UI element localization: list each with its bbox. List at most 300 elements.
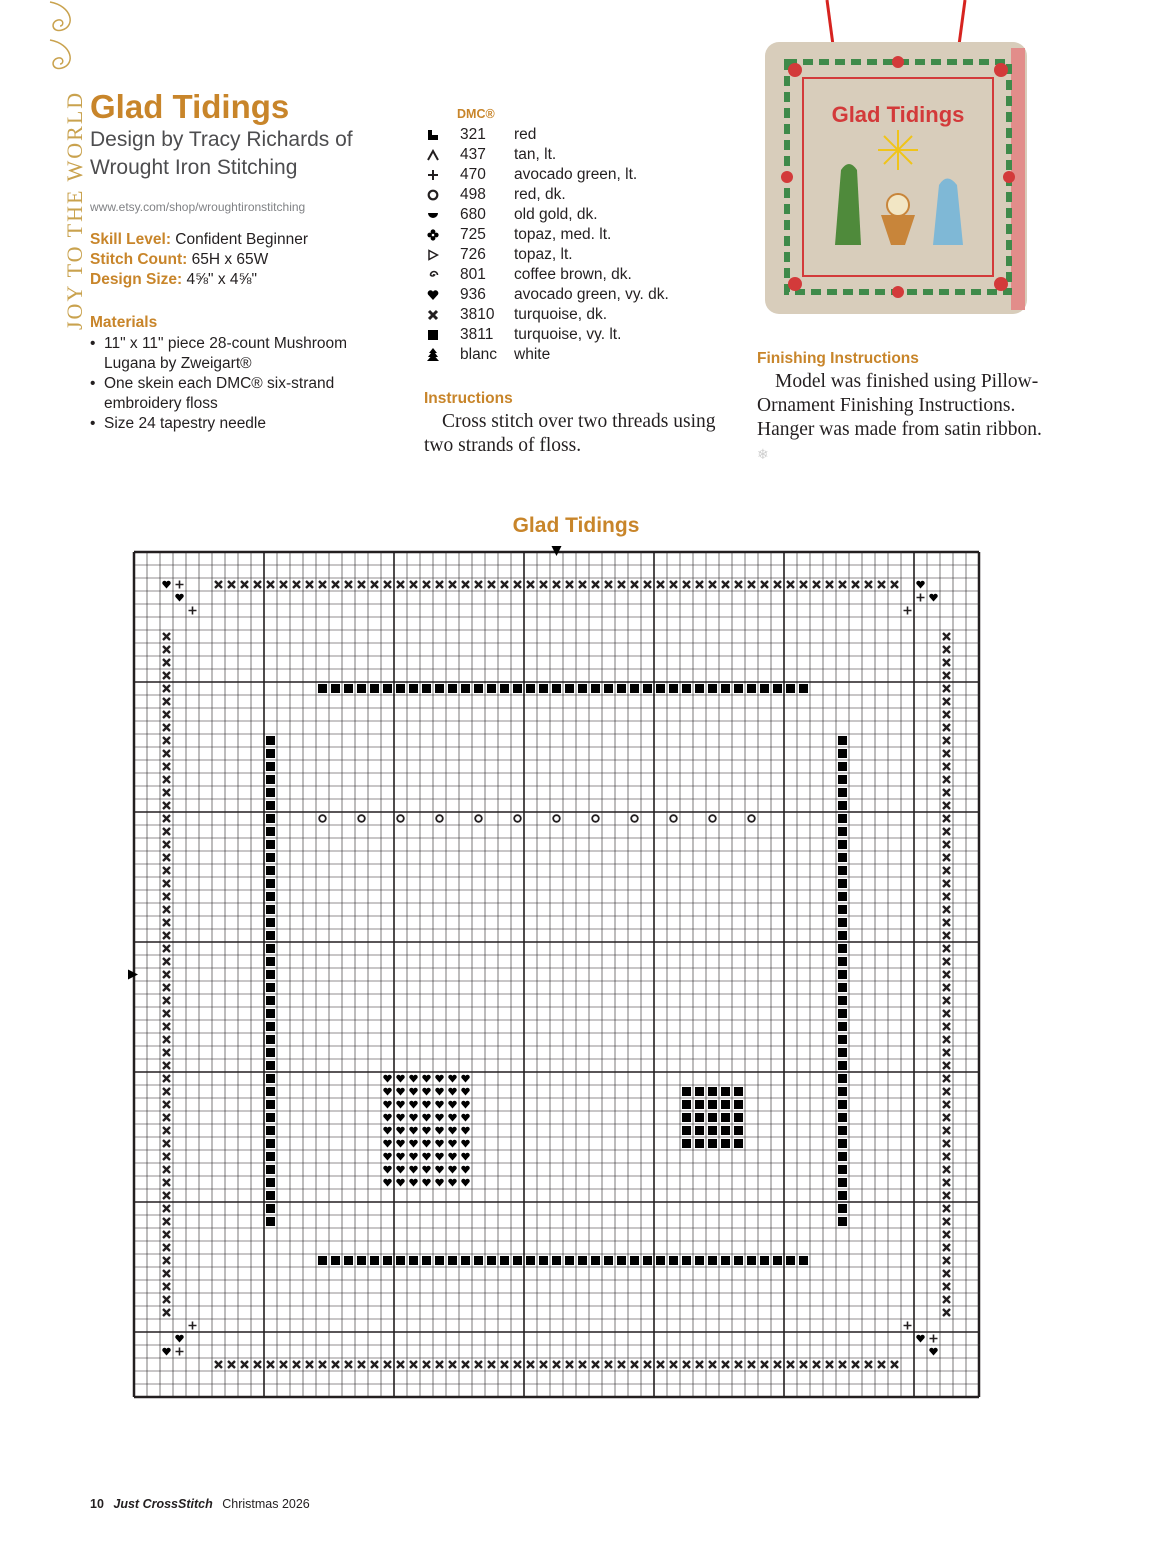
chart-stitch bbox=[904, 1322, 912, 1330]
chart-stitch bbox=[163, 854, 170, 861]
chart-stitch bbox=[943, 672, 950, 679]
chart-stitch bbox=[163, 1101, 170, 1108]
chart-stitch bbox=[423, 1361, 430, 1368]
tree-icon bbox=[422, 348, 444, 362]
chart-stitch bbox=[617, 684, 626, 693]
chart-stitch bbox=[878, 1361, 885, 1368]
chart-stitch bbox=[163, 1270, 170, 1277]
chart-stitch bbox=[500, 684, 509, 693]
chart-stitch bbox=[527, 1361, 534, 1368]
chart-stitch bbox=[618, 581, 625, 588]
key-heading: DMC® bbox=[457, 107, 495, 121]
flower-icon bbox=[422, 229, 444, 241]
chart-stitch bbox=[409, 1101, 417, 1109]
chart-stitch bbox=[565, 684, 574, 693]
chart-stitch bbox=[254, 581, 261, 588]
chart-stitch bbox=[708, 1087, 717, 1096]
chart-stitch bbox=[943, 685, 950, 692]
chart-stitch bbox=[657, 581, 664, 588]
chart-stitch bbox=[747, 1256, 756, 1265]
chart-stitch bbox=[383, 1166, 391, 1174]
chart-stitch bbox=[708, 684, 717, 693]
chart-stitch bbox=[370, 684, 379, 693]
chart-stitch bbox=[293, 1361, 300, 1368]
chart-stitch bbox=[461, 1256, 470, 1265]
chart-stitch bbox=[631, 815, 638, 822]
chart-stitch bbox=[657, 1361, 664, 1368]
chart-stitch bbox=[370, 1256, 379, 1265]
chart-stitch bbox=[384, 581, 391, 588]
snowflake-end-icon: ❄ bbox=[757, 448, 769, 463]
chart-stitch bbox=[461, 1075, 469, 1083]
key-row bbox=[422, 125, 669, 145]
materials-item: • 11" x 11" piece 28-count Mushroom Lugana by Zweigart® bbox=[90, 334, 390, 374]
chart-stitch bbox=[435, 1179, 443, 1187]
chart-stitch bbox=[163, 1166, 170, 1173]
chart-stitch bbox=[643, 684, 652, 693]
chart-stitch bbox=[163, 1231, 170, 1238]
chart-stitch bbox=[579, 1361, 586, 1368]
chart-stitch bbox=[838, 1022, 847, 1031]
chart-stitch bbox=[943, 906, 950, 913]
chart-stitch bbox=[383, 684, 392, 693]
chart-stitch bbox=[266, 1035, 275, 1044]
chart-stitch bbox=[163, 698, 170, 705]
chart-stitch bbox=[670, 1361, 677, 1368]
chart-stitch bbox=[189, 1322, 197, 1330]
chart-stitch bbox=[266, 957, 275, 966]
chart-stitch bbox=[461, 1114, 469, 1122]
chart-stitch bbox=[929, 1348, 937, 1356]
chart-stitch bbox=[943, 815, 950, 822]
chart-stitch bbox=[318, 684, 327, 693]
chart-stitch bbox=[709, 1361, 716, 1368]
chart-stitch bbox=[266, 827, 275, 836]
chart-stitch bbox=[293, 581, 300, 588]
key-row bbox=[422, 225, 669, 245]
side-banner bbox=[12, 0, 92, 340]
chart-stitch bbox=[163, 646, 170, 653]
instructions-heading: Instructions bbox=[424, 390, 513, 407]
chart-stitch bbox=[422, 1153, 430, 1161]
chart-stitch bbox=[943, 1192, 950, 1199]
chart-stitch bbox=[838, 918, 847, 927]
chart-stitch bbox=[604, 1256, 613, 1265]
chart-stitch bbox=[435, 1166, 443, 1174]
chart-stitch bbox=[513, 684, 522, 693]
chart-stitch bbox=[344, 1256, 353, 1265]
chart-stitch bbox=[475, 581, 482, 588]
chart-stitch bbox=[266, 1113, 275, 1122]
chart-stitch bbox=[943, 802, 950, 809]
chart-stitch bbox=[435, 1088, 443, 1096]
key-color-name: white bbox=[514, 346, 551, 363]
chart-stitch bbox=[163, 711, 170, 718]
key-row bbox=[422, 245, 669, 265]
chart-stitch bbox=[163, 672, 170, 679]
chart-stitch bbox=[943, 958, 950, 965]
chart-stitch bbox=[461, 1166, 469, 1174]
x-icon bbox=[422, 309, 444, 321]
finishing-heading: Finishing Instructions bbox=[757, 350, 919, 367]
chart-stitch bbox=[800, 581, 807, 588]
chart-stitch bbox=[448, 1088, 456, 1096]
chart-stitch bbox=[461, 1179, 469, 1187]
chart-stitch bbox=[943, 1270, 950, 1277]
chart-stitch bbox=[332, 581, 339, 588]
materials-list bbox=[90, 334, 390, 434]
chart-stitch bbox=[396, 1088, 404, 1096]
key-row bbox=[422, 185, 669, 205]
chart-stitch bbox=[163, 1114, 170, 1121]
chart-stitch bbox=[696, 1361, 703, 1368]
chart-stitch bbox=[163, 659, 170, 666]
key-floss-number: 498 bbox=[460, 186, 486, 203]
chart-stitch bbox=[345, 1361, 352, 1368]
chart-stitch bbox=[943, 763, 950, 770]
chart-stitch bbox=[435, 1256, 444, 1265]
chart-stitch bbox=[175, 594, 183, 602]
designer-url[interactable]: www.etsy.com/shop/wroughtironstitching bbox=[90, 200, 306, 214]
chart-stitch bbox=[839, 1361, 846, 1368]
spec-design-size: Design Size: 4⅝" x 4⅝" bbox=[90, 271, 257, 288]
chart-stitch bbox=[578, 684, 587, 693]
chart-stitch bbox=[163, 1062, 170, 1069]
chart-stitch bbox=[266, 866, 275, 875]
chart-stitch bbox=[943, 1166, 950, 1173]
chart-stitch bbox=[267, 1361, 274, 1368]
chart-stitch bbox=[760, 1256, 769, 1265]
page-number: 10 bbox=[90, 1497, 104, 1511]
chart-grid bbox=[134, 552, 979, 1397]
chart-stitch bbox=[448, 1166, 456, 1174]
chart-stitch bbox=[734, 1256, 743, 1265]
chart-stitch bbox=[397, 815, 404, 822]
chart-stitch bbox=[773, 684, 782, 693]
chart-stitch bbox=[774, 581, 781, 588]
chart-stitch bbox=[943, 1088, 950, 1095]
chart-stitch bbox=[682, 1113, 691, 1122]
chart-stitch bbox=[436, 1361, 443, 1368]
chart-stitch bbox=[358, 581, 365, 588]
chart-stitch bbox=[838, 1048, 847, 1057]
chart-stitch bbox=[943, 945, 950, 952]
chart-stitch bbox=[409, 684, 418, 693]
chart-stitch bbox=[943, 1036, 950, 1043]
chart-stitch bbox=[409, 1256, 418, 1265]
key-row bbox=[422, 145, 669, 165]
chart-stitch bbox=[734, 1113, 743, 1122]
materials-item: • Size 24 tapestry needle bbox=[90, 414, 390, 434]
chart-stitch bbox=[943, 1244, 950, 1251]
chart-stitch bbox=[422, 1166, 430, 1174]
chart-stitch bbox=[722, 581, 729, 588]
chart-stitch bbox=[163, 1036, 170, 1043]
chart-stitch bbox=[838, 1139, 847, 1148]
chart-stitch bbox=[761, 1361, 768, 1368]
chart-stitch bbox=[241, 581, 248, 588]
chart-stitch bbox=[318, 1256, 327, 1265]
chart-stitch bbox=[838, 827, 847, 836]
chart-stitch bbox=[748, 815, 755, 822]
chart-stitch bbox=[943, 919, 950, 926]
chart-stitch bbox=[644, 581, 651, 588]
chart-stitch bbox=[228, 581, 235, 588]
chart-stitch bbox=[306, 1361, 313, 1368]
chart-stitch bbox=[409, 1114, 417, 1122]
chart-stitch bbox=[526, 1256, 535, 1265]
key-floss-number: 3810 bbox=[460, 306, 495, 323]
chart-stitch bbox=[396, 1114, 404, 1122]
chart-stitch bbox=[448, 1179, 456, 1187]
heart-icon bbox=[422, 289, 444, 301]
chart-stitch bbox=[838, 775, 847, 784]
chart-stitch bbox=[163, 737, 170, 744]
chart-stitch bbox=[435, 1075, 443, 1083]
chart-stitch bbox=[656, 1256, 665, 1265]
chart-stitch bbox=[800, 1361, 807, 1368]
chart-stitch bbox=[448, 1101, 456, 1109]
chart-stitch bbox=[682, 1087, 691, 1096]
chart-stitch bbox=[826, 581, 833, 588]
chart-stitch bbox=[475, 1361, 482, 1368]
chart-stitch bbox=[448, 1075, 456, 1083]
chart-stitch bbox=[696, 581, 703, 588]
chart-stitch bbox=[943, 659, 950, 666]
key-row bbox=[422, 205, 669, 225]
chart-stitch bbox=[163, 1140, 170, 1147]
chart-stitch bbox=[163, 932, 170, 939]
chart-stitch bbox=[163, 685, 170, 692]
chart-stitch bbox=[734, 1139, 743, 1148]
chart-stitch bbox=[266, 1022, 275, 1031]
chart-stitch bbox=[423, 581, 430, 588]
swirl-ornament-icon bbox=[42, 0, 82, 80]
chart-stitch bbox=[773, 1256, 782, 1265]
chart-stitch bbox=[461, 684, 470, 693]
chart-stitch bbox=[669, 684, 678, 693]
chart-stitch bbox=[630, 1256, 639, 1265]
chart-stitch bbox=[943, 1114, 950, 1121]
chart-stitch bbox=[878, 581, 885, 588]
chart-stitch bbox=[461, 1127, 469, 1135]
chart-stitch bbox=[943, 984, 950, 991]
chart-stitch bbox=[943, 789, 950, 796]
chart-stitch bbox=[748, 581, 755, 588]
chart-stitch bbox=[396, 1101, 404, 1109]
chart-stitch bbox=[566, 1361, 573, 1368]
chart-stitch bbox=[163, 828, 170, 835]
chart-stitch bbox=[435, 1140, 443, 1148]
chart-stitch bbox=[760, 684, 769, 693]
chart-stitch bbox=[943, 1218, 950, 1225]
chart-stitch bbox=[162, 581, 170, 589]
chart-stitch bbox=[422, 1140, 430, 1148]
chart-stitch bbox=[163, 815, 170, 822]
chart-stitch bbox=[163, 906, 170, 913]
chart-stitch bbox=[266, 1074, 275, 1083]
chart-stitch bbox=[228, 1361, 235, 1368]
key-color-name: red bbox=[514, 126, 537, 143]
chart-stitch bbox=[163, 1218, 170, 1225]
chart-stitch bbox=[345, 581, 352, 588]
key-row bbox=[422, 165, 669, 185]
chart-symbols bbox=[162, 581, 950, 1369]
chart-stitch bbox=[943, 711, 950, 718]
plus-icon bbox=[422, 169, 444, 181]
key-color-name: turquoise, vy. lt. bbox=[514, 326, 622, 343]
chart-stitch bbox=[163, 1309, 170, 1316]
chart-stitch bbox=[163, 763, 170, 770]
chart-stitch bbox=[838, 970, 847, 979]
chart-stitch bbox=[838, 749, 847, 758]
key-floss-number: 936 bbox=[460, 286, 486, 303]
chart-stitch bbox=[513, 1256, 522, 1265]
chart-stitch bbox=[838, 1061, 847, 1070]
chart-stitch bbox=[904, 607, 912, 615]
chart-stitch bbox=[838, 853, 847, 862]
chart-stitch bbox=[266, 918, 275, 927]
chart-stitch bbox=[163, 919, 170, 926]
chart-stitch bbox=[254, 1361, 261, 1368]
chart-stitch bbox=[501, 581, 508, 588]
chart-stitch bbox=[943, 1205, 950, 1212]
color-key bbox=[422, 125, 669, 365]
page-footer bbox=[90, 1497, 310, 1511]
chart-stitch bbox=[695, 1126, 704, 1135]
key-color-name: topaz, lt. bbox=[514, 246, 573, 263]
chart-stitch bbox=[267, 581, 274, 588]
chart-stitch bbox=[266, 814, 275, 823]
chart-stitch bbox=[838, 762, 847, 771]
chart-stitch bbox=[266, 801, 275, 810]
chart-stitch bbox=[163, 1023, 170, 1030]
chart-stitch bbox=[266, 1009, 275, 1018]
chart-stitch bbox=[396, 1179, 404, 1187]
chart-stitch bbox=[670, 815, 677, 822]
chart-stitch bbox=[943, 1127, 950, 1134]
chart-stitch bbox=[449, 1361, 456, 1368]
chart-stitch bbox=[656, 684, 665, 693]
chart-stitch bbox=[461, 1101, 469, 1109]
chart-stitch bbox=[409, 1127, 417, 1135]
chart-stitch bbox=[579, 581, 586, 588]
chart-stitch bbox=[487, 1256, 496, 1265]
chart-stitch bbox=[578, 1256, 587, 1265]
chart-stitch bbox=[604, 684, 613, 693]
chart-stitch bbox=[838, 931, 847, 940]
chart-stitch bbox=[695, 1256, 704, 1265]
chart-stitch bbox=[618, 1361, 625, 1368]
chart-stitch bbox=[163, 789, 170, 796]
chart-stitch bbox=[838, 1087, 847, 1096]
chart-stitch bbox=[943, 867, 950, 874]
chart-stitch bbox=[943, 1062, 950, 1069]
chart-stitch bbox=[943, 750, 950, 757]
chart-stitch bbox=[163, 1127, 170, 1134]
chart-stitch bbox=[943, 1257, 950, 1264]
chart-stitch bbox=[163, 776, 170, 783]
chart-stitch bbox=[396, 1075, 404, 1083]
chart-stitch bbox=[163, 1205, 170, 1212]
finished-ornament-photo bbox=[757, 0, 1037, 325]
chart-stitch bbox=[266, 1139, 275, 1148]
chart-stitch bbox=[501, 1361, 508, 1368]
chart-stitch bbox=[266, 736, 275, 745]
chart-stitch bbox=[643, 1256, 652, 1265]
key-floss-number: 321 bbox=[460, 126, 486, 143]
chart-stitch bbox=[721, 1126, 730, 1135]
chart-stitch bbox=[163, 802, 170, 809]
chart-stitch bbox=[943, 1140, 950, 1147]
chart-stitch bbox=[786, 684, 795, 693]
chart-stitch bbox=[306, 581, 313, 588]
chart-stitch bbox=[734, 1087, 743, 1096]
key-floss-number: 725 bbox=[460, 226, 486, 243]
chart-stitch bbox=[630, 684, 639, 693]
chart-stitch bbox=[838, 1165, 847, 1174]
key-color-name: topaz, med. lt. bbox=[514, 226, 612, 243]
chart-stitch bbox=[461, 1140, 469, 1148]
chart-stitch bbox=[670, 581, 677, 588]
chart-stitch bbox=[591, 684, 600, 693]
chart-stitch bbox=[409, 1153, 417, 1161]
chart-stitch bbox=[514, 815, 521, 822]
chart-stitch bbox=[943, 1075, 950, 1082]
chart-stitch bbox=[266, 1061, 275, 1070]
chart-stitch bbox=[396, 1256, 405, 1265]
chart-stitch bbox=[591, 1256, 600, 1265]
chart-stitch bbox=[514, 581, 521, 588]
chart-stitch bbox=[943, 1179, 950, 1186]
chart-stitch bbox=[838, 1178, 847, 1187]
key-row bbox=[422, 305, 669, 325]
chart-stitch bbox=[163, 1283, 170, 1290]
chart-stitch bbox=[280, 1361, 287, 1368]
chart-stitch bbox=[735, 1361, 742, 1368]
chart-stitch bbox=[319, 815, 326, 822]
chart-stitch bbox=[422, 1179, 430, 1187]
chart-stitch bbox=[865, 581, 872, 588]
chart-stitch bbox=[539, 1256, 548, 1265]
chart-stitch bbox=[331, 684, 340, 693]
chart-stitch bbox=[838, 879, 847, 888]
chart-stitch bbox=[396, 1153, 404, 1161]
materials-heading: Materials bbox=[90, 314, 158, 331]
chart-stitch bbox=[396, 1127, 404, 1135]
chart-stitch bbox=[266, 931, 275, 940]
chart-stitch bbox=[747, 684, 756, 693]
chart-stitch bbox=[448, 684, 457, 693]
chart-stitch bbox=[175, 1335, 183, 1343]
chart-stitch bbox=[176, 1348, 184, 1356]
chart-stitch bbox=[943, 1296, 950, 1303]
chart-stitch bbox=[838, 866, 847, 875]
chart-stitch bbox=[852, 1361, 859, 1368]
chart-stitch bbox=[383, 1179, 391, 1187]
chart-stitch bbox=[163, 945, 170, 952]
chart-stitch bbox=[943, 1101, 950, 1108]
chart-stitch bbox=[943, 1231, 950, 1238]
chart-stitch bbox=[163, 1296, 170, 1303]
triangle-right-icon bbox=[422, 249, 444, 261]
chart-stitch bbox=[891, 581, 898, 588]
chart-stitch bbox=[734, 1126, 743, 1135]
chart-stitch bbox=[241, 1361, 248, 1368]
chart-stitch bbox=[383, 1101, 391, 1109]
chart-stitch bbox=[266, 762, 275, 771]
article-title: Glad Tidings bbox=[90, 88, 290, 125]
